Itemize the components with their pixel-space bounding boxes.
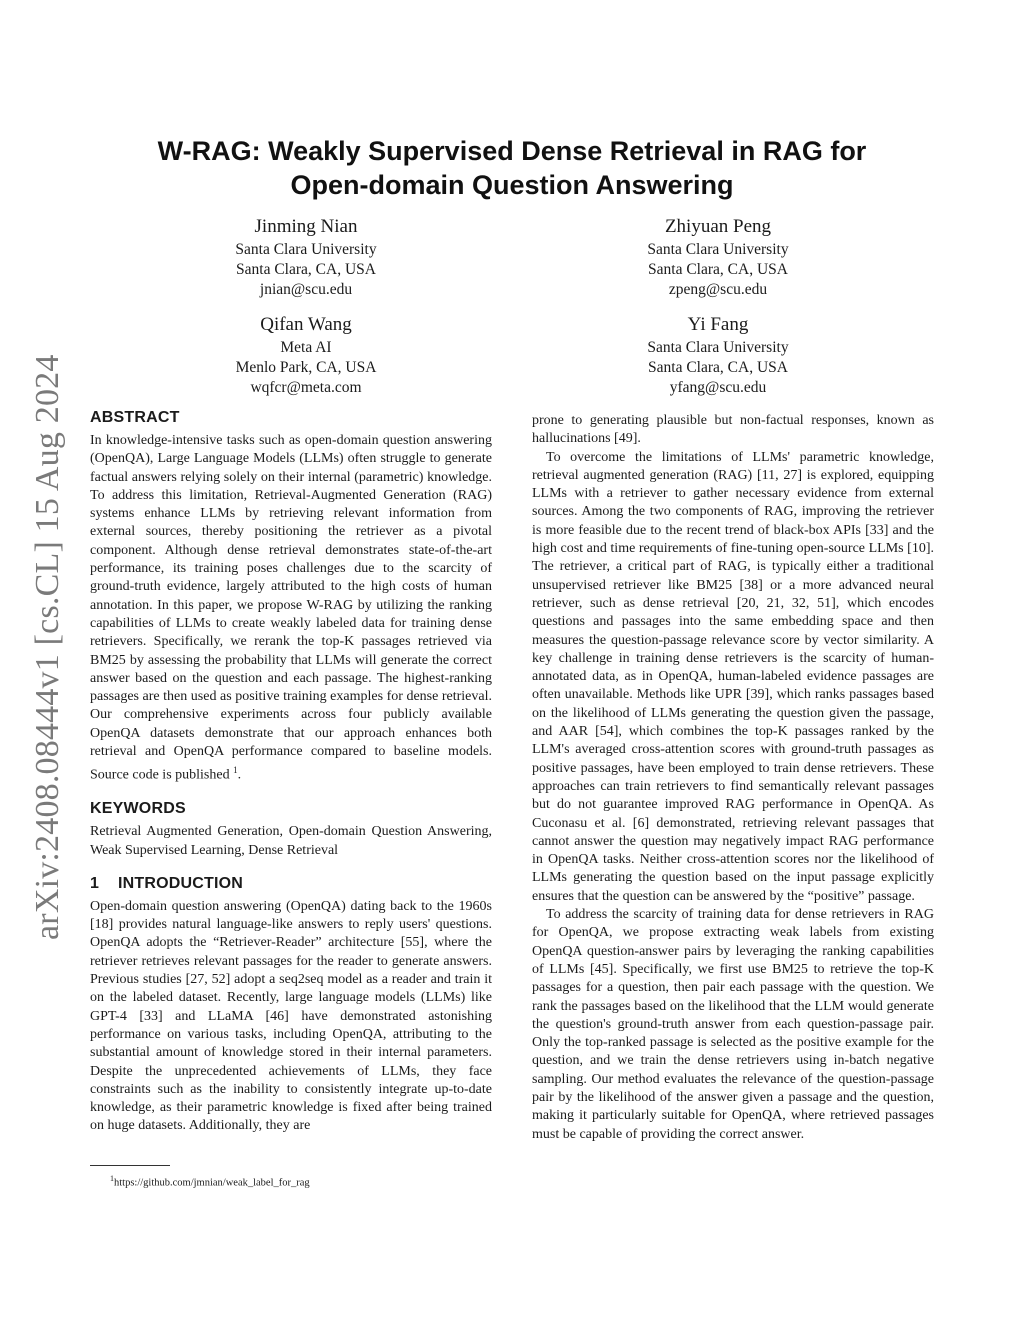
author-email: wqfcr@meta.com — [250, 379, 362, 396]
author-location: Santa Clara, CA, USA — [648, 359, 788, 376]
section-number: 1 — [90, 874, 100, 892]
intro-paragraph-3: To address the scarcity of training data for dense retrievers in RAG for OpenQA, we propose extracting weak labels from existing OpenQA question-answer pairs by leveraging the ranking capabilities of LLMs [45]. Specifically, we first use BM25 to retrieve the top-K passages for a question, then pair each passage with the question. We rank the passages based on the likelihood that the LLM would generate the question's ground-truth answer from each question-passage pair. Only the top-ranked passage is selected as the positive example for the question, and we train the dense retrievers using in-batch negative sampling. Our method evaluates the relevance of the question-passage pair by the likelihood of the answer given a passage and the question, making it particularly suitable for OpenQA, where retrieved passages must be capable of providing the correct answer. — [532, 907, 934, 1142]
author-block-4 — [568, 312, 868, 398]
author-affiliation: Meta AI — [280, 339, 332, 356]
author-name: Qifan Wang — [260, 314, 352, 335]
keywords-heading: KEYWORDS — [90, 800, 186, 818]
introduction-heading — [90, 874, 492, 894]
footnote — [110, 1172, 310, 1191]
author-location: Menlo Park, CA, USA — [235, 359, 377, 376]
abstract-body: In knowledge-intensive tasks such as open-domain question answering (OpenQA), Large Language Models (LLMs) often struggle to generate factual answers relying solely on their internal (parametric) knowledge. To address this limitation, Retrieval-Augmented Generation (RAG) systems enhance LLMs by retrieving relevant information from external sources, thereby positioning the retriever as a pivotal component. Although dense retrieval demonstrates state-of-the-art performance, its training poses challenges due to the scarcity of ground-truth evidence, largely attributed to the high costs of human annotation. In this paper, we propose W-RAG by utilizing the ranking capabilities of LLMs to create weakly labeled data for training dense retrievers. Specifically, we rerank the top-K passages retrieved via BM25 by assessing the probability that LLMs will generate the correct answer based on the question and each passage. The highest-ranking passages are then used as positive training examples for dense retrieval. Our comprehensive experiments across four publicly available OpenQA datasets demonstrate that our approach enhances both retrieval and OpenQA performance compared to baseline models. Source code is published — [90, 433, 492, 783]
arxiv-identifier: arXiv:2408.08444v1 [cs.CL] 15 Aug 2024 — [29, 354, 66, 940]
author-name: Yi Fang — [687, 314, 749, 335]
author-affiliation: Santa Clara University — [647, 241, 789, 258]
author-email: zpeng@scu.edu — [668, 281, 768, 298]
author-name: Jinming Nian — [254, 216, 358, 237]
left-column — [90, 408, 492, 1136]
author-affiliation: Santa Clara University — [235, 241, 377, 258]
section-title: INTRODUCTION — [118, 874, 244, 892]
author-location: Santa Clara, CA, USA — [236, 261, 376, 278]
author-block-1 — [156, 214, 456, 300]
abstract-text: In knowledge-intensive tasks such as open-domain question answering (OpenQA), Large Language Models (LLMs) often struggle to generate factual answers relying solely on their internal (parametric) knowledge. To address this limitation, Retrieval-Augmented Generation (RAG) systems enhance LLMs by retrieving relevant information from external sources, thereby positioning the retriever as a pivotal component. Although dense retrieval demonstrates state-of-the-art performance, its training poses challenges due to the scarcity of ground-truth evidence, largely attributed to the high costs of human annotation. In this paper, we propose W-RAG by utilizing the ranking capabilities of LLMs to create weakly labeled data for training dense retrievers. Specifically, we rerank the top-K passages retrieved via BM25 by assessing the probability that LLMs will generate the correct answer based on the question and each passage. The highest-ranking passages are then used as positive training examples for dense retrieval. Our comprehensive experiments across four publicly available OpenQA datasets demonstrate that our approach enhances both retrieval and OpenQA performance compared to baseline models. Source code is published $^1$. — [90, 433, 492, 783]
author-block-2 — [568, 214, 868, 300]
author-block-3 — [156, 312, 456, 398]
title-line-2: Open-domain Question Answering — [290, 170, 734, 200]
abstract-heading: ABSTRACT — [90, 409, 180, 426]
author-affiliation: Santa Clara University — [647, 339, 789, 356]
title-line-1: W-RAG: Weakly Supervised Dense Retrieval in RAG for — [157, 136, 867, 166]
right-column — [532, 412, 934, 1144]
footnote-divider — [90, 1165, 170, 1166]
paper-title — [90, 134, 934, 202]
intro-paragraph-1: Open-domain question answering (OpenQA) dating back to the 1960s [18] provides natural language-like answers to reply users' questions. OpenQA adopts the “Retriever-Reader” architecture [55], where the retriever retrieves relevant passages for the reader to generate answers. Previous studies [27, 52] adopt a seq2seq model as a reader and train it on the labeled dataset. Recently, large language models (LLMs) like GPT-4 [33] and LLaMA [46] have demonstrated astonishing performance on various tasks, including OpenQA, attributing to the substantial amount of knowledge stored in their internal parameters. Despite the unprecedented achievements of LLMs, they face constraints such as the inability to consistently integrate up-to-date knowledge, as their parametric knowledge is fixed after being trained on huge datasets. Additionally, they are — [90, 898, 492, 1134]
keywords-text: Retrieval Augmented Generation, Open-domain Question Answering, Weak Supervised Learning, Dense Retrieval — [90, 824, 492, 858]
author-email: jnian@scu.edu — [259, 281, 353, 298]
footnote-ref[interactable]: 1 — [233, 765, 238, 776]
footnote-mark: 1 — [110, 1174, 114, 1183]
author-email: yfang@scu.edu — [669, 379, 767, 396]
footnote-link[interactable]: https://github.com/jmnian/weak_label_for_rag — [114, 1177, 310, 1189]
author-name: Zhiyuan Peng — [664, 216, 772, 237]
intro-paragraph-continued: prone to generating plausible but non-factual responses, known as hallucinations [49]. — [532, 413, 934, 447]
author-location: Santa Clara, CA, USA — [648, 261, 788, 278]
intro-paragraph-2: To overcome the limitations of LLMs' parametric knowledge, retrieval augmented generation (RAG) [11, 27] is explored, equipping LLMs with a retriever to gather necessary evidence from external sources. Among the two components of RAG, improving the retriever is more feasible due to the recent trend of black-box APIs [33] and the high cost and time requirements of fine-tuning open-source LLMs [10]. The retriever, a critical part of RAG, is typically either a traditional unsupervised retriever like BM25 [38] or a more advanced neural retriever, such as dense retrieval [20, 21, 32, 51], which encodes questions and passages into the same embedding space and then measures the question-passage relevance score by vector similarity. A key challenge in training dense retrievers is the scarcity of human-annotated data, as in OpenQA, human-labeled evidence passages are often unavailable. Methods like UPR [39], which ranks passages based on the likelihood of LLMs generating the question given the passage, and AAR [54], which combines the top-K passages ranked by the LLM's averaged cross-attention scores with ground-truth passages as positive passages, have been employed to train dense retrievers. These approaches can train retrievers to find semantically relevant passages but do not guarantee improved RAG performance in OpenQA. As Cuconasu et al. [6] demonstrated, retrieving relevant passages that cannot answer the question may negatively impact RAG performance in OpenQA tasks. Neither cross-attention scores nor the likelihood of LLMs generating the question based on the input passage explicitly ensures that the question can be answered by the “positive” passage. — [532, 449, 934, 904]
